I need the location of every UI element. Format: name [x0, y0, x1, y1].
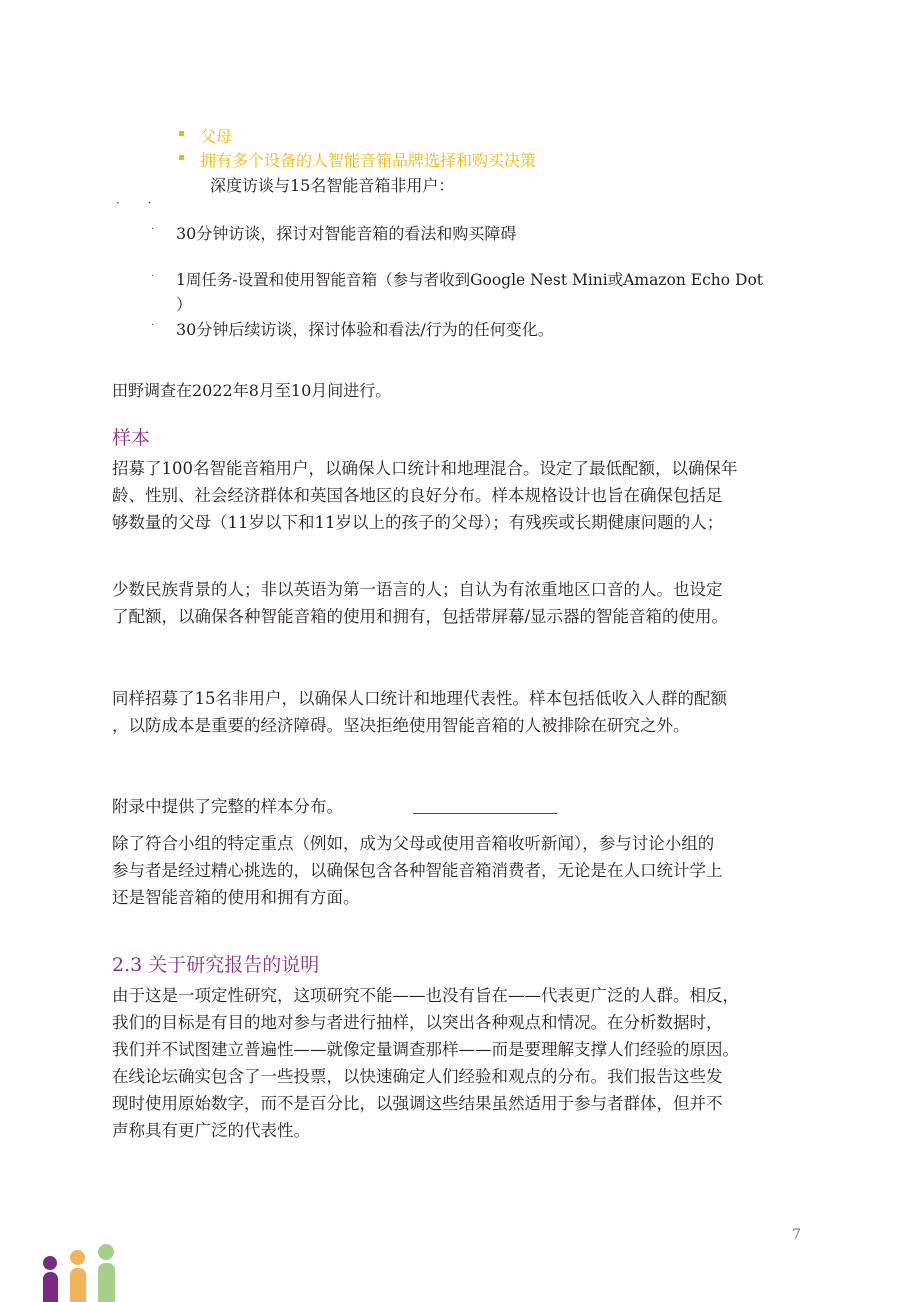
paragraph-line: 参与者是经过精心挑选的，以确保包含各种智能音箱消费者，无论是在人口统计学上: [112, 861, 723, 880]
paragraph-line: 声称具有更广泛的代表性。: [112, 1121, 310, 1140]
paragraph-line: 招募了100名智能音箱用户，以确保人口统计和地理混合。设定了最低配额，以确保年: [112, 459, 738, 478]
link-underline[interactable]: [413, 813, 557, 814]
sample-heading: 样本: [112, 427, 151, 449]
paragraph-line: 龄、性别、社会经济群体和英国各地区的良好分布。样本规格设计也旨在确保包括足: [112, 486, 723, 505]
sub-bullet-item: 拥有多个设备的人智能音箱品牌选择和购买决策: [200, 151, 537, 170]
paragraph-line: 少数民族背景的人；非以英语为第一语言的人；自认为有浓重地区口音的人。也设定: [112, 580, 723, 599]
paragraph-line: ，以防成本是重要的经济障碍。坚决拒绝使用智能音箱的人被排除在研究之外。: [112, 716, 690, 735]
paragraph-line: 由于这是一项定性研究，这项研究不能——也没有旨在——代表更广泛的人群。相反，: [112, 986, 739, 1005]
indepth-item-continued: ）: [176, 295, 193, 314]
stray-marks: · ·: [116, 196, 164, 210]
paragraph-line: 够数量的父母（11岁以下和11岁以上的孩子的父母）；有残疾或长期健康问题的人；: [112, 513, 724, 532]
indepth-item: 30分钟后续访谈，探讨体验和看法/行为的任何变化。: [176, 320, 554, 339]
paragraph-line: 还是智能音箱的使用和拥有方面。: [112, 888, 360, 907]
page-number: 7: [792, 1227, 801, 1243]
indepth-item: 30分钟访谈，探讨对智能音箱的看法和购买障碍: [176, 224, 517, 243]
paragraph-line: 在线论坛确实包含了一些投票，以快速确定人们经验和观点的分布。我们报告这些发: [112, 1067, 723, 1086]
fieldwork-dates: 田野调查在2022年8月至10月间进行。: [112, 381, 392, 400]
sub-bullet-item: 父母: [200, 127, 233, 146]
indepth-intro: 深度访谈与15名智能音箱非用户：: [210, 176, 455, 195]
paragraph-line: 我们并不试图建立普遍性——就像定量调查那样——而是要理解支撑人们经验的原因。: [112, 1040, 739, 1059]
indepth-item: 1周任务-设置和使用智能音箱（参与者收到Google Nest Mini或Amazon Echo Dot: [176, 271, 764, 289]
paragraph-line: 我们的目标是有目的地对参与者进行抽样，以突出各种观点和情况。在分析数据时，: [112, 1013, 723, 1032]
paragraph-line: 除了符合小组的特定重点（例如，成为父母或使用音箱收听新闻），参与讨论小组的: [112, 834, 715, 853]
bullet-dot-icon: ·: [151, 271, 155, 282]
logo-icon: [40, 1242, 120, 1302]
bullet-square-icon: [179, 131, 184, 136]
bullet-dot-icon: ·: [151, 320, 155, 331]
bullet-square-icon: [179, 155, 184, 160]
paragraph-line: 同样招募了15名非用户，以确保人口统计和地理代表性。样本包括低收入人群的配额: [112, 689, 727, 708]
paragraph-line: 现时使用原始数字，而不是百分比，以强调这些结果虽然适用于参与者群体，但并不: [112, 1094, 723, 1113]
appendix-note: 附录中提供了完整的样本分布。: [112, 797, 343, 816]
bullet-dot-icon: ·: [151, 224, 155, 235]
section-heading: 2.3 关于研究报告的说明: [112, 954, 320, 976]
paragraph-line: 了配额，以确保各种智能音箱的使用和拥有，包括带屏幕/显示器的智能音箱的使用。: [112, 607, 729, 626]
